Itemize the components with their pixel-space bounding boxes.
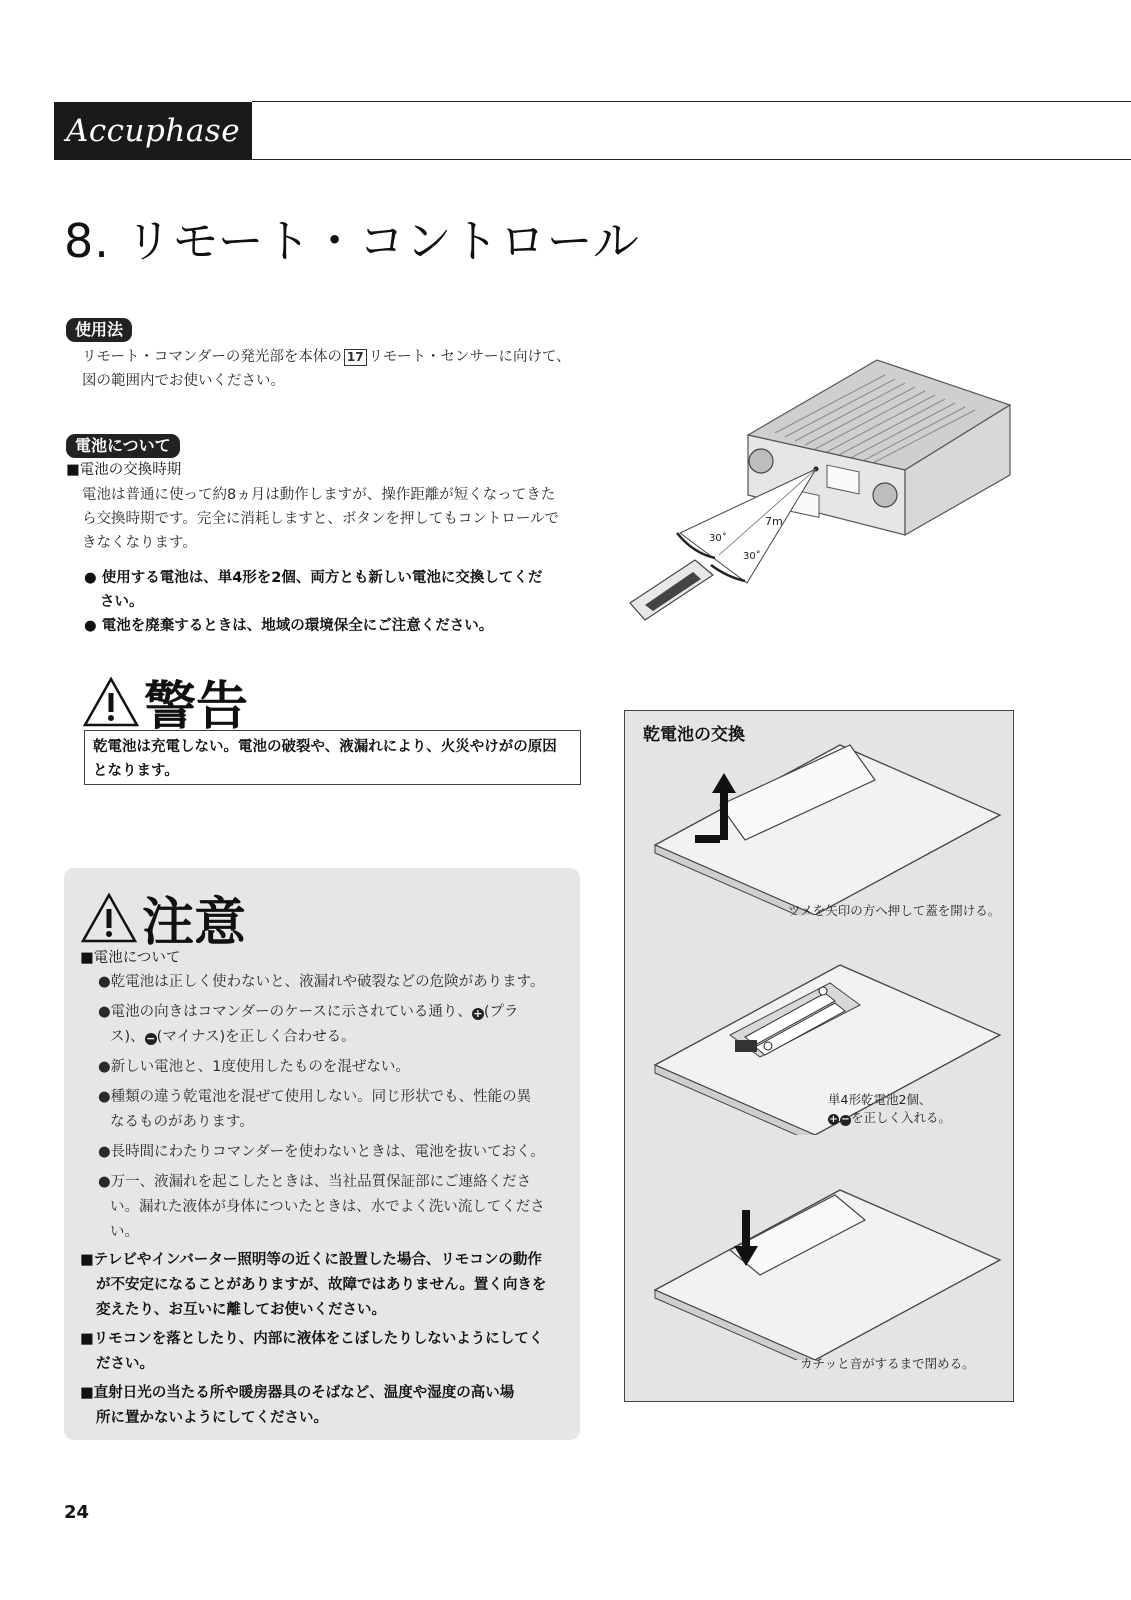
caution-bold-list: ■テレビやインバーター照明等の近くに設置した場合、リモコンの動作 が不安定になることがありますが、故障ではありません。置く向きを 変えたり、お互いに離してお使いください。 ■リモコンを落としたり、内部に液体をこぼしたりしないようにしてく ださい。 ■直射日光の当たる所や暖房器具のそばなど、温度や湿度の高い場 所に置かないようにしてください。	[80, 1252, 547, 1426]
caution-item-cont: い。	[110, 1224, 139, 1240]
page-number: 24	[64, 1502, 90, 1523]
sensor-number-badge: 17	[344, 349, 367, 366]
minus-icon: −	[146, 1032, 156, 1045]
angle-left-label: 30˚	[709, 533, 727, 544]
battery-subheading: ■電池の交換時期	[66, 462, 182, 478]
caution-item-cont: ス)、−(マイナス)を正しく合わせる。	[110, 1029, 356, 1045]
angle-right-label: 30˚	[743, 551, 761, 562]
usage-text: リモート・コマンダーの発光部を本体の 17 リモート・センサーに向けて、 図の範囲内でお使いください。	[82, 349, 571, 389]
battery-diagram-title: 乾電池の交換	[643, 725, 745, 745]
caution-item: ●乾電池は正しく使わないと、液漏れや破裂などの危険があります。	[98, 974, 545, 990]
plus-icon: +	[829, 1114, 838, 1125]
plus-icon: +	[473, 1007, 483, 1020]
battery-text: 電池は普通に使って約8ヵ月は動作しますが、操作距離が短くなってきた ら交換時期です。完全に消耗しますと、ボタンを押してもコントロールで きなくなります。	[82, 487, 560, 551]
step3-caption: カチッと音がするまで閉める。	[800, 1356, 975, 1371]
caution-item-cont: なるものがあります。	[110, 1114, 254, 1130]
caution-subheading: ■電池について	[80, 950, 181, 966]
step1-caption: ツメを矢印の方へ押して蓋を開ける。	[788, 903, 1001, 918]
battery-tag: 電池について	[66, 434, 180, 458]
caution-list	[98, 970, 573, 1245]
caution-item-cont: い。漏れた液体が身体についたときは、水でよく洗い流してくださ	[110, 1199, 545, 1215]
caution-item: ●万一、液漏れを起こしたときは、当社品質保証部にご連絡くださ	[98, 1174, 532, 1190]
step1-illustration	[650, 735, 1010, 915]
caution-item: ●電池の向きはコマンダーのケースに示されている通り、+(プラ	[98, 1004, 519, 1020]
warning-heading: 警告	[82, 664, 248, 739]
brand-logo: Accuphase	[54, 102, 252, 160]
warning-triangle-icon	[82, 676, 140, 728]
battery-bullet-2: ● 電池を廃棄するときは、地域の環境保全にご注意ください。	[84, 618, 494, 634]
caution-item: ●種類の違う乾電池を混ぜて使用しない。同じ形状でも、性能の異	[98, 1089, 532, 1105]
caution-triangle-icon	[80, 892, 138, 944]
header-rule-bottom	[252, 159, 1131, 160]
battery-bullet-1: ● 使用する電池は、単4形を2個、両方とも新しい電池に交換してくだ さい。	[84, 570, 543, 610]
caution-item: ●長時間にわたりコマンダーを使わないときは、電池を抜いておく。	[98, 1144, 545, 1160]
caution-item: ●新しい電池と、1度使用したものを混ぜない。	[98, 1059, 410, 1075]
step2-caption: 単4形乾電池2個、 + −を正しく入れる。	[828, 1092, 952, 1125]
remote-range-diagram	[615, 355, 1020, 635]
page-title: 8. リモート・コントロール	[64, 214, 640, 268]
header-rule-top	[252, 101, 1131, 102]
caution-heading: 注意	[80, 880, 246, 955]
warning-box: 乾電池は充電しない。電池の破裂や、液漏れにより、火災やけがの原因 となります。	[84, 730, 581, 785]
minus-icon: −	[841, 1114, 850, 1125]
range-distance-label: 7m	[765, 515, 783, 528]
usage-tag: 使用法	[66, 318, 132, 342]
step3-illustration	[650, 1180, 1010, 1360]
